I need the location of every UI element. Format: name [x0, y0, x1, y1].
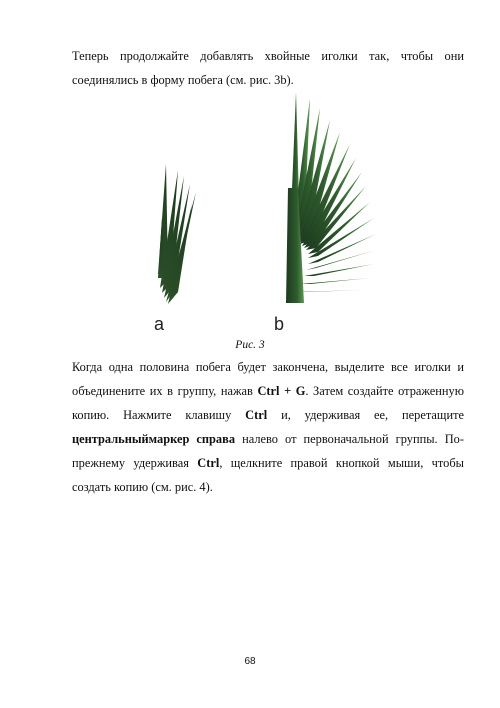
- paragraph-2-text-4: налево от первоначальной группы. По-прежнему удерживая: [72, 432, 464, 470]
- paragraph-2-text-3: и, удерживая ее, перетащите: [267, 408, 464, 422]
- paragraph-2: [72, 355, 464, 499]
- figure-caption: Рис. 3: [235, 339, 265, 351]
- center-marker-right: центральныймаркер справа: [72, 432, 236, 446]
- needle-group-a: [158, 164, 196, 304]
- page-number: 68: [244, 656, 256, 667]
- pine-needles-illustration: [140, 88, 380, 338]
- figure-label-a: a: [154, 314, 165, 334]
- paragraph-2-text-2: . Затем создайте отраженную копию. Нажмите клавишу: [72, 384, 464, 422]
- figure-label-b: b: [274, 314, 285, 334]
- paragraph-1: Теперь продолжайте добавлять хвойные иголки так, чтобы они соединялись в форму побега (см. рис. 3b).: [72, 49, 464, 87]
- paragraph-2-text-5: , щелкните правой кнопкой мыши, чтобы создать копию (см. рис. 4).: [72, 456, 464, 494]
- needle-group-b: [286, 92, 376, 303]
- key-ctrl: Ctrl: [245, 408, 268, 422]
- key-ctrl-2: Ctrl: [197, 456, 220, 470]
- figure-3: [140, 88, 380, 338]
- shortcut-ctrl-g: Ctrl + G: [257, 384, 306, 398]
- paragraph-2-text-1: Когда одна половина побега будет закончена, выделите все иголки и объединените их в группу, нажав: [72, 360, 464, 398]
